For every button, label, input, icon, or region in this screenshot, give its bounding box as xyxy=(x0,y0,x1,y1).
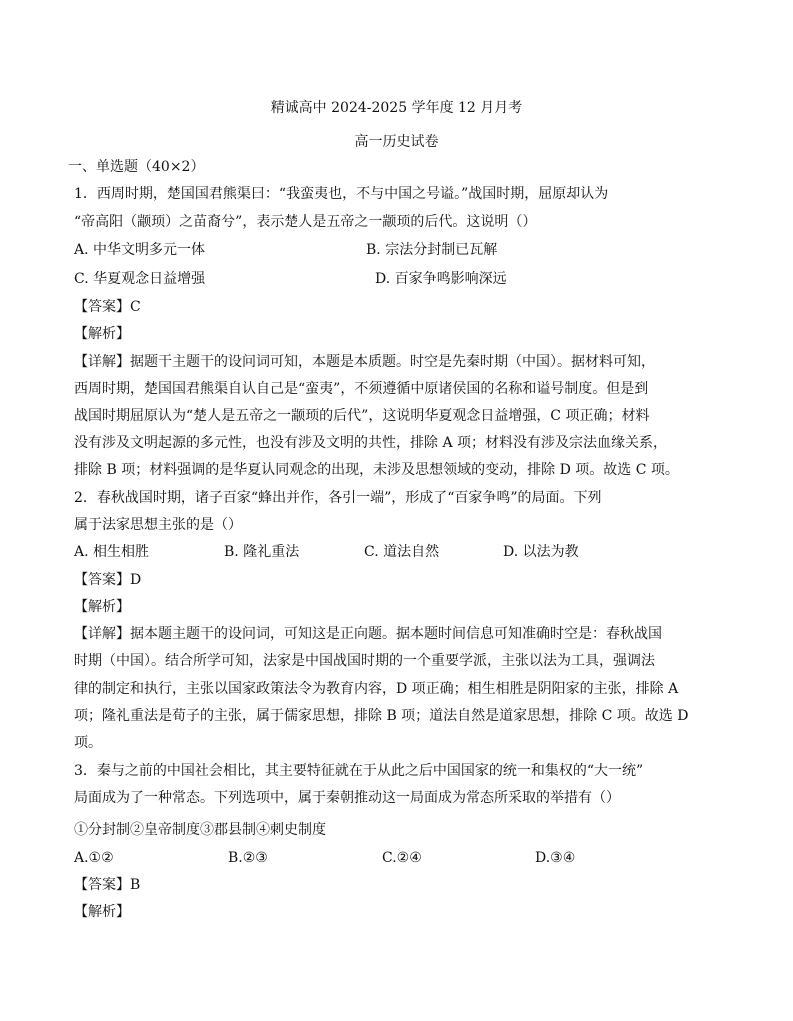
q2-option-b: B. 隆礼重法 xyxy=(224,544,300,560)
q2-stem-line2: 属于法家思想主张的是（） xyxy=(74,517,242,533)
q3-option-b: B.②③ xyxy=(228,850,268,866)
q1-detail-line: 排除 B 项；材料强调的是华夏认同观念的出现，未涉及思想领域的变动，排除 D 项。故选 C 项。 xyxy=(74,462,679,478)
q1-answer: 【答案】C xyxy=(74,299,141,315)
exam-subtitle: 高一历史试卷 xyxy=(354,134,439,150)
section-heading: 一、单选题（40×2） xyxy=(68,159,205,175)
q2-detail-line: 律的制定和执行，主张以国家政策法令为教育内容，D 项正确；相生相胜是阴阳家的主张，排除 A xyxy=(74,681,679,697)
q2-detail-line: 项。 xyxy=(74,735,102,751)
q3-option-a: A.①② xyxy=(74,850,114,866)
q1-detail-line: 【详解】据题干主题干的设问词可知，本题是本质题。时空是先秦时期（中国）。据材料可知， xyxy=(74,354,655,370)
q3-items: ①分封制②皇帝制度③郡县制④刺史制度 xyxy=(74,822,326,838)
q2-detail-line: 【详解】据本题主题干的设问词，可知这是正向题。据本题时间信息可知准确时空是：春秋战国 xyxy=(74,626,662,642)
q3-option-d: D.③④ xyxy=(535,850,576,866)
q1-option-a: A. 中华文明多元一体 xyxy=(74,242,206,258)
q2-option-a: A. 相生相胜 xyxy=(74,544,150,560)
q1-option-c: C. 华夏观念日益增强 xyxy=(74,271,206,287)
q3-stem-line2: 局面成为了一种常态。下列选项中，属于秦朝推动这一局面成为常态所采取的举措有（） xyxy=(74,790,620,806)
q1-stem-line2: “帝高阳（颛顼）之苗裔兮”，表示楚人是五帝之一颛顼的后代。这说明（） xyxy=(74,214,537,230)
q2-detail-line: 项；隆礼重法是荀子的主张，属于儒家思想，排除 B 项；道法自然是道家思想，排除 C 项。故选 D xyxy=(74,708,689,724)
exam-title: 精诚高中 2024-2025 学年度 12 月月考 xyxy=(270,100,523,116)
q2-analysis-label: 【解析】 xyxy=(74,599,130,615)
q1-detail-line: 战国时期屈原认为“楚人是五帝之一颛顼的后代”，这说明华夏观念日益增强，C 项正确；材料 xyxy=(74,408,650,424)
q2-stem-line1: 2．春秋战国时期，诸子百家“蜂出并作，各引一端”，形成了“百家争鸣”的局面。下列 xyxy=(74,490,602,506)
q1-option-d: D. 百家争鸣影响深远 xyxy=(375,271,507,287)
q1-stem-line1: 1．西周时期，楚国国君熊渠曰：“我蛮夷也，不与中国之号谥。”战国时期，屈原却认为 xyxy=(74,186,609,202)
q2-detail-line: 时期（中国）。结合所学可知，法家是中国战国时期的一个重要学派，主张以法为工具，强调法 xyxy=(74,653,655,669)
q3-stem-line1: 3．秦与之前的中国社会相比，其主要特征就在于从此之后中国国家的统一和集权的“大一统” xyxy=(74,763,644,779)
q2-option-c: C. 道法自然 xyxy=(364,544,440,560)
q1-analysis-label: 【解析】 xyxy=(74,326,130,342)
q3-option-c: C.②④ xyxy=(382,850,422,866)
q3-analysis-label: 【解析】 xyxy=(74,904,130,920)
q1-detail-line: 没有涉及文明起源的多元性，也没有涉及文明的共性，排除 A 项；材料没有涉及宗法血缘关系， xyxy=(74,435,668,451)
q2-answer: 【答案】D xyxy=(74,572,142,588)
q1-detail-line: 西周时期，楚国国君熊渠自认自己是“蛮夷”，不须遵循中原诸侯国的名称和谥号制度。但是到 xyxy=(74,381,649,397)
q3-answer: 【答案】B xyxy=(74,877,141,893)
q1-option-b: B. 宗法分封制已瓦解 xyxy=(366,242,498,258)
q2-option-d: D. 以法为教 xyxy=(503,544,579,560)
